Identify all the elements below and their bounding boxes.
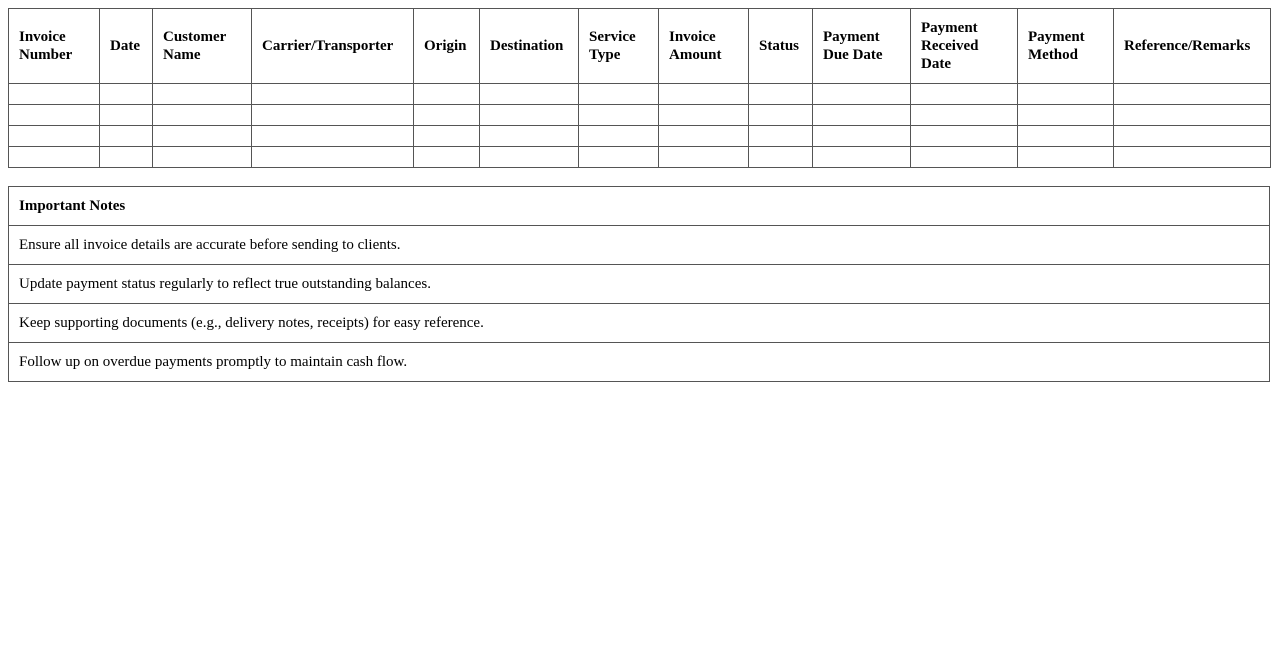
table-cell <box>153 126 252 147</box>
column-header-payment-method: Payment Method <box>1018 9 1114 84</box>
table-row <box>9 147 1271 168</box>
column-header-destination: Destination <box>480 9 579 84</box>
column-header-date: Date <box>100 9 153 84</box>
table-cell <box>579 84 659 105</box>
table-cell <box>659 105 749 126</box>
table-cell <box>9 105 100 126</box>
column-header-customer-name: Customer Name <box>153 9 252 84</box>
table-cell <box>9 147 100 168</box>
table-cell <box>911 126 1018 147</box>
table-cell <box>100 105 153 126</box>
table-cell <box>659 84 749 105</box>
note-text: Follow up on overdue payments promptly to maintain cash flow. <box>9 343 1270 382</box>
table-cell <box>414 105 480 126</box>
document <box>8 8 1270 382</box>
table-cell <box>153 84 252 105</box>
table-cell <box>579 147 659 168</box>
note-text: Update payment status regularly to reflect true outstanding balances. <box>9 265 1270 304</box>
table-cell <box>1114 147 1271 168</box>
note-row <box>9 226 1270 265</box>
table-cell <box>480 105 579 126</box>
table-cell <box>480 147 579 168</box>
table-cell <box>749 105 813 126</box>
table-cell <box>813 147 911 168</box>
table-cell <box>813 105 911 126</box>
notes-heading: Important Notes <box>9 187 1270 226</box>
table-cell <box>480 126 579 147</box>
invoice-tracking-table <box>8 8 1271 168</box>
table-cell <box>480 84 579 105</box>
notes-heading-row <box>9 187 1270 226</box>
table-header <box>9 9 1271 84</box>
table-cell <box>252 126 414 147</box>
table-cell <box>1114 84 1271 105</box>
table-cell <box>414 147 480 168</box>
table-cell <box>911 105 1018 126</box>
column-header-invoice-amount: Invoice Amount <box>659 9 749 84</box>
table-cell <box>1018 126 1114 147</box>
column-header-service-type: Service Type <box>579 9 659 84</box>
important-notes-table <box>8 186 1270 382</box>
column-header-status: Status <box>749 9 813 84</box>
table-cell <box>100 147 153 168</box>
table-cell <box>252 147 414 168</box>
table-cell <box>911 84 1018 105</box>
table-cell <box>414 84 480 105</box>
table-cell <box>813 126 911 147</box>
column-header-carrier: Carrier/Transporter <box>252 9 414 84</box>
table-cell <box>1018 105 1114 126</box>
table-cell <box>659 147 749 168</box>
table-cell <box>100 126 153 147</box>
table-cell <box>252 84 414 105</box>
table-cell <box>749 147 813 168</box>
table-cell <box>749 126 813 147</box>
column-header-reference-remarks: Reference/Remarks <box>1114 9 1271 84</box>
table-cell <box>414 126 480 147</box>
table-row <box>9 105 1271 126</box>
table-cell <box>1018 147 1114 168</box>
note-text: Ensure all invoice details are accurate before sending to clients. <box>9 226 1270 265</box>
table-cell <box>9 126 100 147</box>
column-header-payment-received-date: Payment Received Date <box>911 9 1018 84</box>
column-header-payment-due-date: Payment Due Date <box>813 9 911 84</box>
table-body <box>9 84 1271 168</box>
table-cell <box>1114 105 1271 126</box>
table-cell <box>749 84 813 105</box>
column-header-invoice-number: Invoice Number <box>9 9 100 84</box>
column-header-origin: Origin <box>414 9 480 84</box>
header-row <box>9 9 1271 84</box>
table-cell <box>813 84 911 105</box>
table-row <box>9 84 1271 105</box>
table-cell <box>153 105 252 126</box>
note-row <box>9 265 1270 304</box>
table-cell <box>100 84 153 105</box>
table-cell <box>1114 126 1271 147</box>
note-text: Keep supporting documents (e.g., delivery notes, receipts) for easy reference. <box>9 304 1270 343</box>
table-cell <box>659 126 749 147</box>
table-cell <box>579 126 659 147</box>
table-row <box>9 126 1271 147</box>
table-cell <box>9 84 100 105</box>
note-row <box>9 343 1270 382</box>
table-cell <box>911 147 1018 168</box>
table-cell <box>1018 84 1114 105</box>
table-cell <box>579 105 659 126</box>
table-cell <box>153 147 252 168</box>
note-row <box>9 304 1270 343</box>
table-cell <box>252 105 414 126</box>
